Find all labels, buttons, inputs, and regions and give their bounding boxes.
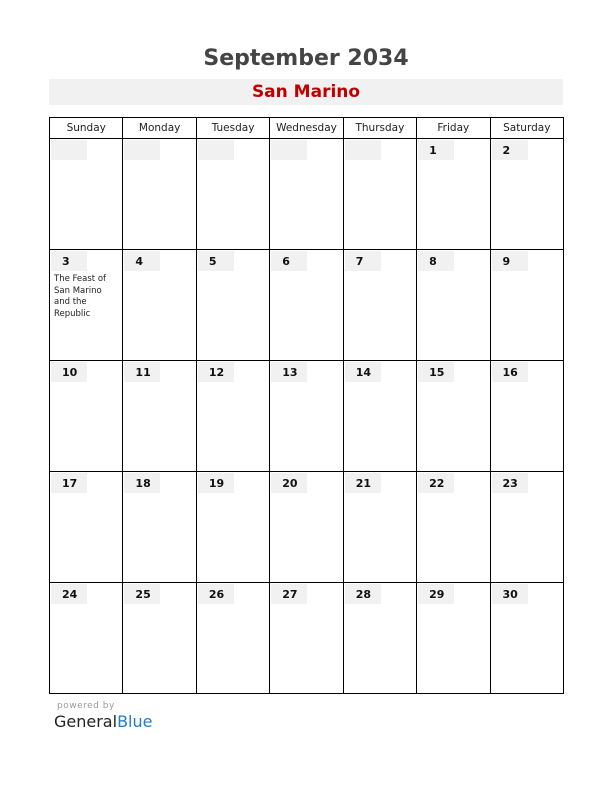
day-number: 13 <box>271 362 307 382</box>
day-cell <box>196 472 269 583</box>
day-cell <box>417 361 490 472</box>
weekday-header: Thursday <box>343 118 416 139</box>
day-cell <box>123 583 196 694</box>
day-number: 26 <box>198 584 234 604</box>
day-number: 27 <box>271 584 307 604</box>
day-number <box>271 140 307 160</box>
week-row <box>50 361 564 472</box>
generalblue-logo[interactable] <box>54 712 152 731</box>
day-cell <box>343 139 416 250</box>
day-number: 14 <box>345 362 381 382</box>
day-cell <box>123 250 196 361</box>
day-number: 16 <box>492 362 528 382</box>
brand-general: General <box>54 712 118 731</box>
day-cell <box>270 472 343 583</box>
calendar-grid <box>49 117 564 694</box>
day-number: 24 <box>51 584 87 604</box>
day-cell <box>123 472 196 583</box>
day-cell <box>343 472 416 583</box>
day-number: 7 <box>345 251 381 271</box>
day-cell <box>50 139 123 250</box>
day-cell <box>417 472 490 583</box>
day-number: 10 <box>51 362 87 382</box>
day-number: 15 <box>418 362 454 382</box>
weekday-header: Monday <box>123 118 196 139</box>
day-number: 2 <box>492 140 528 160</box>
day-cell <box>343 361 416 472</box>
day-cell <box>417 139 490 250</box>
day-cell <box>196 361 269 472</box>
day-number <box>345 140 381 160</box>
weekday-header-row <box>50 118 564 139</box>
day-number <box>198 140 234 160</box>
day-number <box>124 140 160 160</box>
day-cell <box>50 361 123 472</box>
brand-blue: Blue <box>117 712 153 731</box>
day-number: 6 <box>271 251 307 271</box>
day-cell <box>50 583 123 694</box>
day-number: 9 <box>492 251 528 271</box>
weekday-header: Tuesday <box>196 118 269 139</box>
powered-by: powered by <box>57 701 115 711</box>
week-row <box>50 583 564 694</box>
day-number: 22 <box>418 473 454 493</box>
day-cell <box>490 250 563 361</box>
country-banner: San Marino <box>49 79 563 105</box>
day-number: 21 <box>345 473 381 493</box>
day-number: 1 <box>418 140 454 160</box>
week-row <box>50 250 564 361</box>
day-number: 11 <box>124 362 160 382</box>
day-number: 25 <box>124 584 160 604</box>
day-number: 30 <box>492 584 528 604</box>
day-number <box>51 140 87 160</box>
day-number: 5 <box>198 251 234 271</box>
day-number: 4 <box>124 251 160 271</box>
week-row <box>50 472 564 583</box>
day-number: 17 <box>51 473 87 493</box>
day-cell <box>196 583 269 694</box>
day-cell <box>270 139 343 250</box>
day-cell <box>50 250 123 361</box>
weekday-header: Sunday <box>50 118 123 139</box>
day-cell <box>490 139 563 250</box>
day-cell <box>270 361 343 472</box>
week-row <box>50 139 564 250</box>
day-cell <box>270 250 343 361</box>
day-cell <box>490 583 563 694</box>
day-cell <box>490 361 563 472</box>
day-number: 8 <box>418 251 454 271</box>
day-number: 28 <box>345 584 381 604</box>
day-cell <box>270 583 343 694</box>
page-title: September 2034 <box>203 46 409 71</box>
day-number: 19 <box>198 473 234 493</box>
day-number: 23 <box>492 473 528 493</box>
holiday-event: The Feast of San Marino and the Republic <box>54 274 107 319</box>
weekday-header: Saturday <box>490 118 563 139</box>
day-number: 12 <box>198 362 234 382</box>
day-cell <box>196 139 269 250</box>
day-number: 29 <box>418 584 454 604</box>
weekday-header: Wednesday <box>270 118 343 139</box>
day-cell <box>123 361 196 472</box>
day-cell <box>417 250 490 361</box>
weekday-header: Friday <box>417 118 490 139</box>
day-cell <box>123 139 196 250</box>
day-cell <box>343 583 416 694</box>
day-cell <box>343 250 416 361</box>
day-cell <box>50 472 123 583</box>
day-number: 3 <box>51 251 87 271</box>
day-number: 20 <box>271 473 307 493</box>
day-cell <box>196 250 269 361</box>
day-cell <box>490 472 563 583</box>
day-cell <box>417 583 490 694</box>
day-number: 18 <box>124 473 160 493</box>
